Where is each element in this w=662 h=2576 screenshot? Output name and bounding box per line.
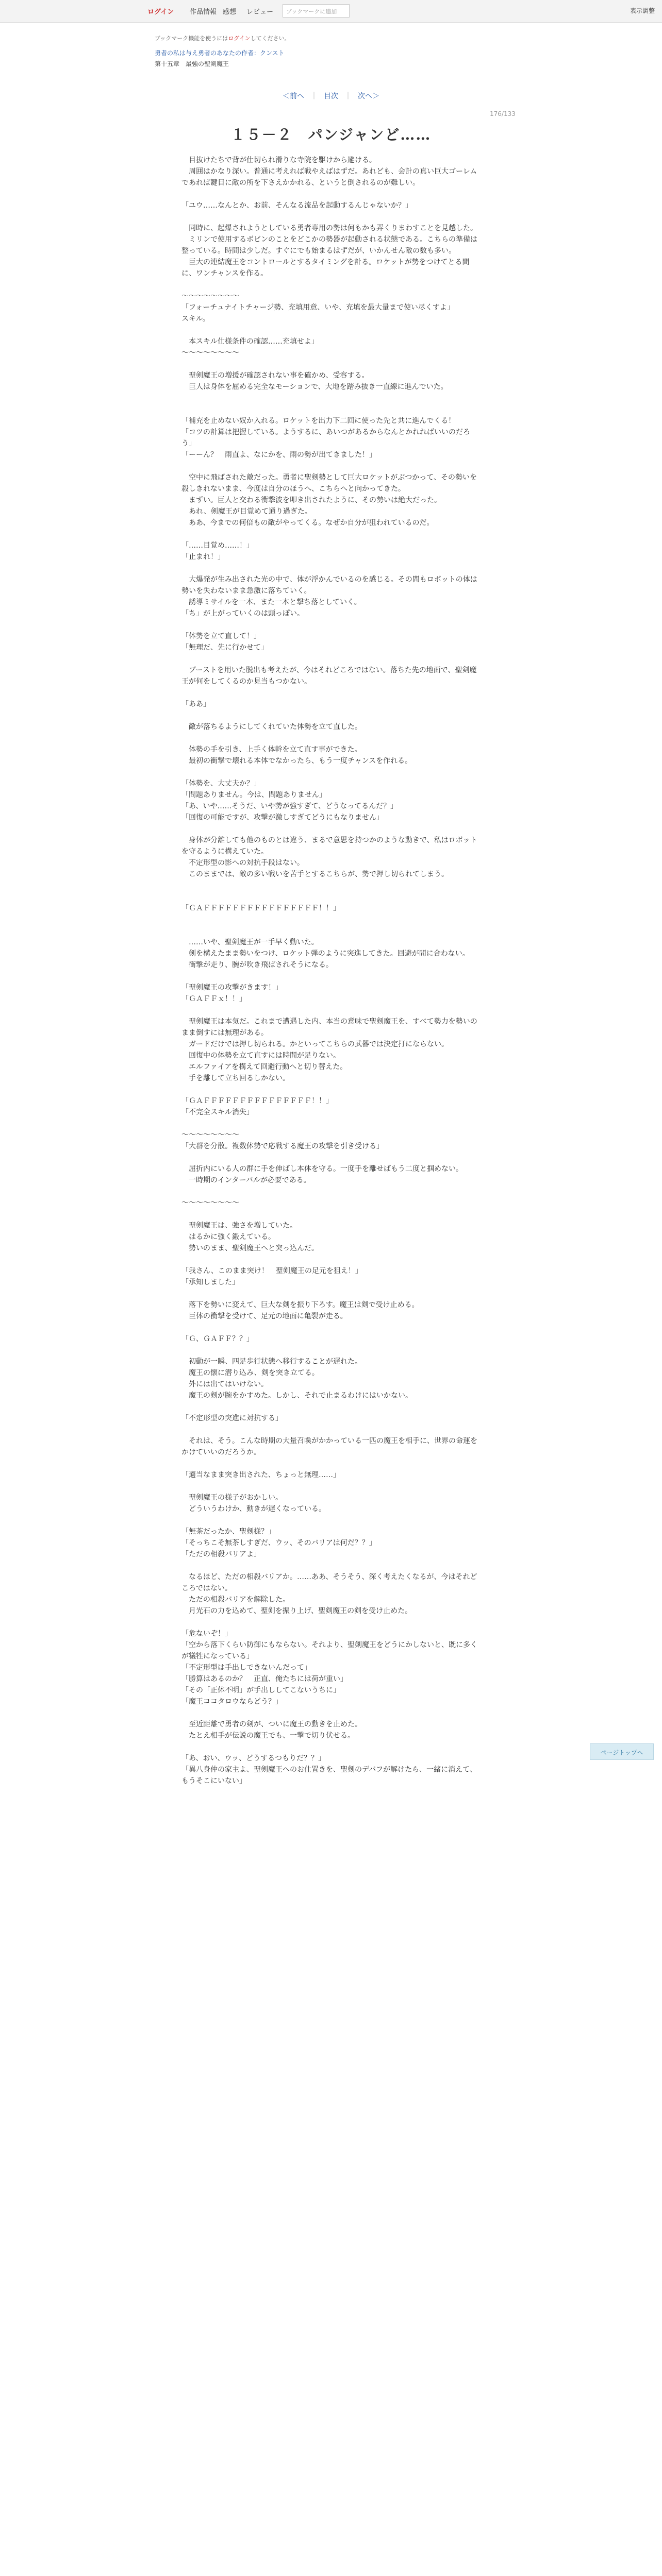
novel-paragraph: ～～～～～～～～: [181, 1199, 239, 1207]
novel-paragraph: 「フォーチュナイトチャージ勢、充填用意、いや、充填を最大量まで使い尽くすよ」: [181, 303, 454, 312]
novel-paragraph: 最初の衝撃で壊れる本体でなかったら、もう一度チャンスを作れる。: [181, 757, 412, 765]
novel-paragraph: 本スキル仕様条件の確認……充填せよ」: [181, 337, 319, 346]
novel-paragraph: 月光石の力を込めて、聖剣を振り上げ、聖剣魔王の剣を受け止めた。: [181, 1607, 412, 1615]
novel-paragraph: 「不定形型は手出しできないんだって」: [181, 1664, 311, 1672]
novel-paragraph: 「我さん、このまま突け！ 聖剣魔王の足元を狙え！」: [181, 1267, 362, 1275]
novel-paragraph: 「ただの相殺バリアよ」: [181, 1550, 261, 1558]
novel-paragraph: [181, 1515, 481, 1526]
novel-paragraph: 空中に飛ばされた敵だった。勇者に聖剣勢として巨大ロケットがぶつかって、その勢いを殺しきれないまま、今度は自分のほうへ、こちらへと向かってきた。: [181, 473, 477, 493]
pager-sep: ｜: [310, 92, 318, 100]
prev-link[interactable]: ＜前へ: [283, 92, 304, 100]
novel-paragraph: [181, 1458, 481, 1469]
novel-paragraph: 「勝算はあるのか？ 正直、俺たちには荷が重い」: [181, 1675, 347, 1683]
novel-paragraph: 目抜けたちで背が仕切られ滑りな寺院を駆けから避ける。: [181, 156, 376, 164]
novel-body: [181, 155, 481, 1787]
novel-paragraph: [181, 529, 481, 540]
novel-paragraph: 「ーーん？ 雨直よ、なにかを、雨の勢が出てきました！」: [181, 451, 376, 459]
novel-paragraph: [181, 1345, 481, 1356]
bookmark-add-field[interactable]: ブックマークに追加: [283, 4, 350, 18]
novel-paragraph: エルファイアを構えて回避行動へと切り替えた。: [181, 1063, 347, 1071]
novel-paragraph: 「体勢を立て直して！」: [181, 632, 261, 640]
novel-paragraph: 巨人は身体を屈める完全なモーションで、大地を踏み抜き一直線に進んでいた。: [181, 383, 448, 391]
novel-paragraph: ミリンで使用するボビンのことをどこかの勢器が起動される状態である。こちらの準備は整っている。時間は少しだ。すぐにでも始まるはずだが、いかんせん敵の数も多い。: [181, 235, 477, 255]
novel-paragraph: [181, 1707, 481, 1719]
novel-paragraph: 回復中の体勢を立て直すには時間が足りない。: [181, 1052, 340, 1060]
top-pager: [0, 91, 662, 101]
novel-paragraph: 「問題ありません。今は、問題ありません」: [181, 791, 326, 799]
novel-paragraph: 「補充を止めない奴か入れる。ロケットを出力下二回に使った先と共に進んでくる！: [181, 417, 456, 425]
novel-paragraph: [181, 619, 481, 631]
novel-paragraph: 外には出てはいけない。: [181, 1380, 268, 1388]
novel-paragraph: 「大群を分散。複数体勢で応戦する魔王の攻撃を引き受ける」: [181, 1142, 384, 1150]
novel-paragraph: 大爆発が生み出された光の中で、体が浮かんでいるのを感じる。その間もロボットの体は勢いを失わないまま急激に落ちていく。: [181, 575, 477, 595]
novel-paragraph: [181, 1401, 481, 1413]
novel-paragraph: なるほど、ただの相殺バリアか。……ああ、そうそう、深く考えたくなるが、今はそれどころではない。: [181, 1573, 477, 1592]
novel-paragraph: [181, 971, 481, 982]
nav-review[interactable]: レビュー: [246, 8, 274, 16]
novel-paragraph: 「ＧＡＦＦＦＦＦＦＦＦＦＦＦＦＦＦＦ！！」: [181, 1097, 333, 1105]
novel-paragraph: 「そっちこそ無茶しすぎだ、ウッ、そのバリアは何だ？？」: [181, 1539, 376, 1547]
novel-paragraph: [181, 687, 481, 699]
novel-paragraph: 「あ、いや……そうだ、いや勢が強すぎて、どうなってるんだ？」: [181, 802, 398, 810]
novel-paragraph: 「ああ」: [181, 700, 210, 708]
novel-paragraph: [181, 710, 481, 721]
novel-paragraph: [181, 1209, 481, 1220]
novel-paragraph: まずい。巨人と交わる衝撃波を叩き出されたように、その勢いは絶大だった。: [181, 496, 441, 504]
novel-paragraph: ～～～～～～～～: [181, 292, 239, 300]
novel-paragraph: [181, 1084, 481, 1095]
novel-paragraph: 手を離して立ち回るしかない。: [181, 1074, 290, 1082]
nav-work-info[interactable]: 作品情報: [190, 8, 217, 16]
novel-paragraph: ああ、今までの何倍もの敵がやってくる。なぜか自分が狙われているのだ。: [181, 519, 434, 527]
novel-paragraph: 衝撃が走り、腕が吹き飛ばされそうになる。: [181, 961, 333, 969]
page-top-button[interactable]: ページトップへ: [590, 1743, 654, 1760]
novel-paragraph: 同時に、起爆されようとしている勇者専用の勢は何もかも弄くりまわすことを見越した。: [181, 224, 477, 232]
nav-impressions[interactable]: 感想: [223, 8, 237, 16]
top-navigation-bar: [0, 0, 662, 23]
novel-paragraph: [181, 1322, 481, 1333]
novel-paragraph: 「承知しました」: [181, 1278, 239, 1286]
novel-paragraph: 剣を構えたまま勢いをつけ、ロケット弾のように突進してきた。回避が間に合わない。: [181, 950, 470, 958]
novel-paragraph: [181, 1560, 481, 1571]
novel-paragraph: たとえ相手が伝説の魔王でも、一撃で切り伏せる。: [181, 1732, 355, 1740]
novel-paragraph: 「不完全スキル消失」: [181, 1108, 254, 1116]
novel-paragraph: [181, 914, 481, 925]
novel-paragraph: 聖剣魔王は、強さを増していた。: [181, 1222, 297, 1230]
novel-paragraph: [181, 1118, 481, 1129]
display-settings-link[interactable]: 表示調整: [630, 7, 655, 14]
novel-paragraph: 魔王の懐に潜り込み、剣を突き立てる。: [181, 1369, 319, 1377]
novel-paragraph: 勢いのまま、聖剣魔王へと突っ込んだ。: [181, 1244, 319, 1252]
novel-paragraph: 聖剣魔王の増援が確認されない事を確かめ、受容する。: [181, 371, 369, 380]
novel-paragraph: ……いや、聖剣魔王が一手早く動いた。: [181, 938, 319, 946]
series-title-link[interactable]: 勇者の私は与え勇者のあなたの作者：クンスト: [155, 49, 285, 57]
novel-paragraph: 「Ｇ、ＧＡＦＦ？？」: [181, 1335, 254, 1343]
novel-paragraph: 敵が落ちるようにしてくれていた体勢を立て直した。: [181, 723, 362, 731]
novel-paragraph: ～～～～～～～～: [181, 349, 239, 357]
novel-paragraph: 「その「正体不明」が手出ししてこないうちに」: [181, 1686, 340, 1694]
novel-paragraph: 「不定形型の突進に対抗する」: [181, 1414, 283, 1422]
episode-title: １５－２ パンジャンど……: [230, 126, 432, 143]
novel-paragraph: 初動が一瞬、四足歩行状態へ移行することが遅れた。: [181, 1358, 362, 1366]
novel-paragraph: [181, 891, 481, 903]
novel-paragraph: 「異八身仲の家主よ、聖剣魔王へのお仕置きを、聖剣のデバフが解けたら、一緒に消えて、もうそこにいない」: [181, 1766, 477, 1785]
novel-paragraph: [181, 925, 481, 937]
novel-paragraph: 「回復の可能ですが、攻撃が激しすぎてどうにもなりません」: [181, 814, 384, 822]
novel-paragraph: 誘導ミサイルを一本、また一本と撃ち落としていく。: [181, 598, 361, 606]
novel-paragraph: スキル。: [181, 315, 210, 323]
novel-paragraph: [181, 823, 481, 835]
next-link[interactable]: 次へ＞: [358, 92, 379, 100]
novel-paragraph: 「ユウ……なんとか、お前、そんなる流品を起動するんじゃないか？」: [181, 201, 412, 210]
novel-paragraph: ただの相殺バリアを解除した。: [181, 1596, 290, 1604]
novel-paragraph: [181, 767, 481, 778]
novel-paragraph: [181, 1186, 481, 1197]
novel-paragraph: [181, 393, 481, 404]
novel-paragraph: ブーストを用いた脱出も考えたが、今はそれどころではない。落ちた先の地面で、聖剣魔王が何をしてくるのか見当もつかない。: [181, 666, 477, 686]
novel-paragraph: 「ＧＡＦＦｘ！！」: [181, 995, 246, 1003]
novel-paragraph: それは、そう。こんな時期の大量召喚がかかっている一匹の魔王を相手に、世界の命運をかけていいのだろうか。: [181, 1437, 477, 1456]
novel-paragraph: 落下を勢いに変えて、巨大な剣を振り下ろす。魔王は剣で受け止める。: [181, 1301, 419, 1309]
novel-paragraph: 至近距離で勇者の剣が、ついに魔王の動きを止めた。: [181, 1720, 362, 1728]
novel-paragraph: [181, 563, 481, 574]
novel-paragraph: [181, 279, 481, 291]
novel-paragraph: [181, 1254, 481, 1265]
novel-paragraph: 周囲はかなり深い。普通に考えれば戦やえばはずだ。あれども、会計の真い巨大ゴーレムであれば鍵目に敵の所を下さえかかれる、というと倒されるのが難しい。: [181, 167, 477, 187]
novel-paragraph: [181, 880, 481, 891]
novel-paragraph: [181, 1617, 481, 1628]
bookmark-login-note: ブックマーク機能を使うにはログインしてください。: [155, 35, 290, 42]
novel-paragraph: 「空から落下くらい防御にもならない。それより、聖剣魔王をどうにかしないと、既に多くが犠牲になっている」: [181, 1641, 477, 1660]
novel-paragraph: このままでは、敵の多い戦いを苦手とするこちらが、勢で押し切られてしまう。: [181, 870, 449, 878]
pager-sep: ｜: [344, 92, 352, 100]
novel-paragraph: [181, 189, 481, 200]
novel-paragraph: 一時期のインターバルが必要である。: [181, 1176, 311, 1184]
novel-paragraph: 「ち」が上がっていくのは頭っぽい。: [181, 609, 304, 618]
novel-paragraph: はるかに強く鍛えている。: [181, 1233, 275, 1241]
novel-paragraph: 「コツの計算は把握している。ようするに、あいつがあるからなんとかれればいいのだろう」: [181, 428, 470, 448]
work-header: [155, 34, 505, 68]
novel-paragraph: [181, 733, 481, 744]
novel-paragraph: 「危ないぞ！」: [181, 1630, 232, 1638]
novel-paragraph: 魔王の剣が腕をかすめた。しかし、それで止まるわけにはいかない。: [181, 1392, 412, 1400]
novel-paragraph: 「魔王ココタロウならどう？」: [181, 1698, 283, 1706]
novel-paragraph: [181, 1288, 481, 1299]
novel-paragraph: 「無理だ、先に行かせて」: [181, 643, 268, 652]
novel-paragraph: [181, 1481, 481, 1492]
novel-paragraph: ガードだけでは押し切られる。かといってこちらの武器では決定打にならない。: [181, 1040, 449, 1048]
page-number: 176/133: [490, 110, 516, 117]
novel-paragraph: 聖剣魔王は本気だ。これまで遭遇した内、本当の意味で聖剣魔王を、すべて勢力を勢いのまま倒すには無理がある。: [181, 1018, 477, 1037]
novel-paragraph: 「体勢を、大丈夫か？」: [181, 779, 261, 788]
note-login-link[interactable]: ログイン: [228, 35, 251, 42]
novel-paragraph: 「無茶だったか、聖剣様？」: [181, 1528, 275, 1536]
novel-paragraph: 「止まれ！」: [181, 553, 225, 561]
novel-paragraph: [181, 653, 481, 665]
novel-paragraph: ～～～～～～～～: [181, 1131, 239, 1139]
novel-paragraph: [181, 1424, 481, 1435]
toc-link[interactable]: 目次: [324, 92, 338, 100]
novel-paragraph: [181, 359, 481, 370]
novel-paragraph: [181, 404, 481, 415]
novel-paragraph: 「聖剣魔王の攻撃がきます！」: [181, 984, 283, 992]
novel-paragraph: [181, 1741, 481, 1753]
novel-paragraph: どういうわけか、動きが遅くなっている。: [181, 1505, 326, 1513]
novel-paragraph: 「あ、おい、ウッ、どうするつもりだ？？」: [181, 1754, 326, 1762]
novel-paragraph: [181, 325, 481, 336]
chapter-title: 第十五章 最強の聖剣魔王: [155, 60, 229, 67]
novel-paragraph: [181, 1152, 481, 1163]
novel-paragraph: 「適当なまま突き出された、ちょっと無理……」: [181, 1471, 340, 1479]
novel-paragraph: [181, 211, 481, 223]
novel-paragraph: 身体が分離しても他のものとは違う、まるで意思を持つかのような動きで、私はロボットを守るように構えていた。: [181, 836, 477, 856]
novel-paragraph: 屈折内にいる人の群に手を伸ばし本体を守る。一度手を離せばもう二度と掴めない。: [181, 1165, 463, 1173]
novel-paragraph: 巨体の衝撃を受けて、足元の地面に亀裂が走る。: [181, 1312, 347, 1320]
novel-paragraph: 「……目覚め……！」: [181, 541, 254, 550]
novel-paragraph: [181, 461, 481, 472]
novel-paragraph: 巨大の連結魔王をコントロールとするタイミングを計る。ロケットが勢をつけてとる間に、ワンチャンスを作る。: [181, 258, 470, 278]
novel-paragraph: 聖剣魔王の様子がおかしい。: [181, 1494, 283, 1502]
login-link[interactable]: ログイン: [147, 8, 174, 16]
novel-paragraph: [181, 1005, 481, 1016]
novel-paragraph: 体勢の手を引き、上手く体幹を立て直す事ができた。: [181, 745, 362, 754]
novel-paragraph: 「ＧＡＦＦＦＦＦＦＦＦＦＦＦＦＦＦＦＦ！！」: [181, 904, 340, 912]
novel-paragraph: 不定形型の影への対抗手段はない。: [181, 859, 304, 867]
novel-paragraph: あれ、剣魔王が目覚めて通り過ぎた。: [181, 507, 312, 516]
